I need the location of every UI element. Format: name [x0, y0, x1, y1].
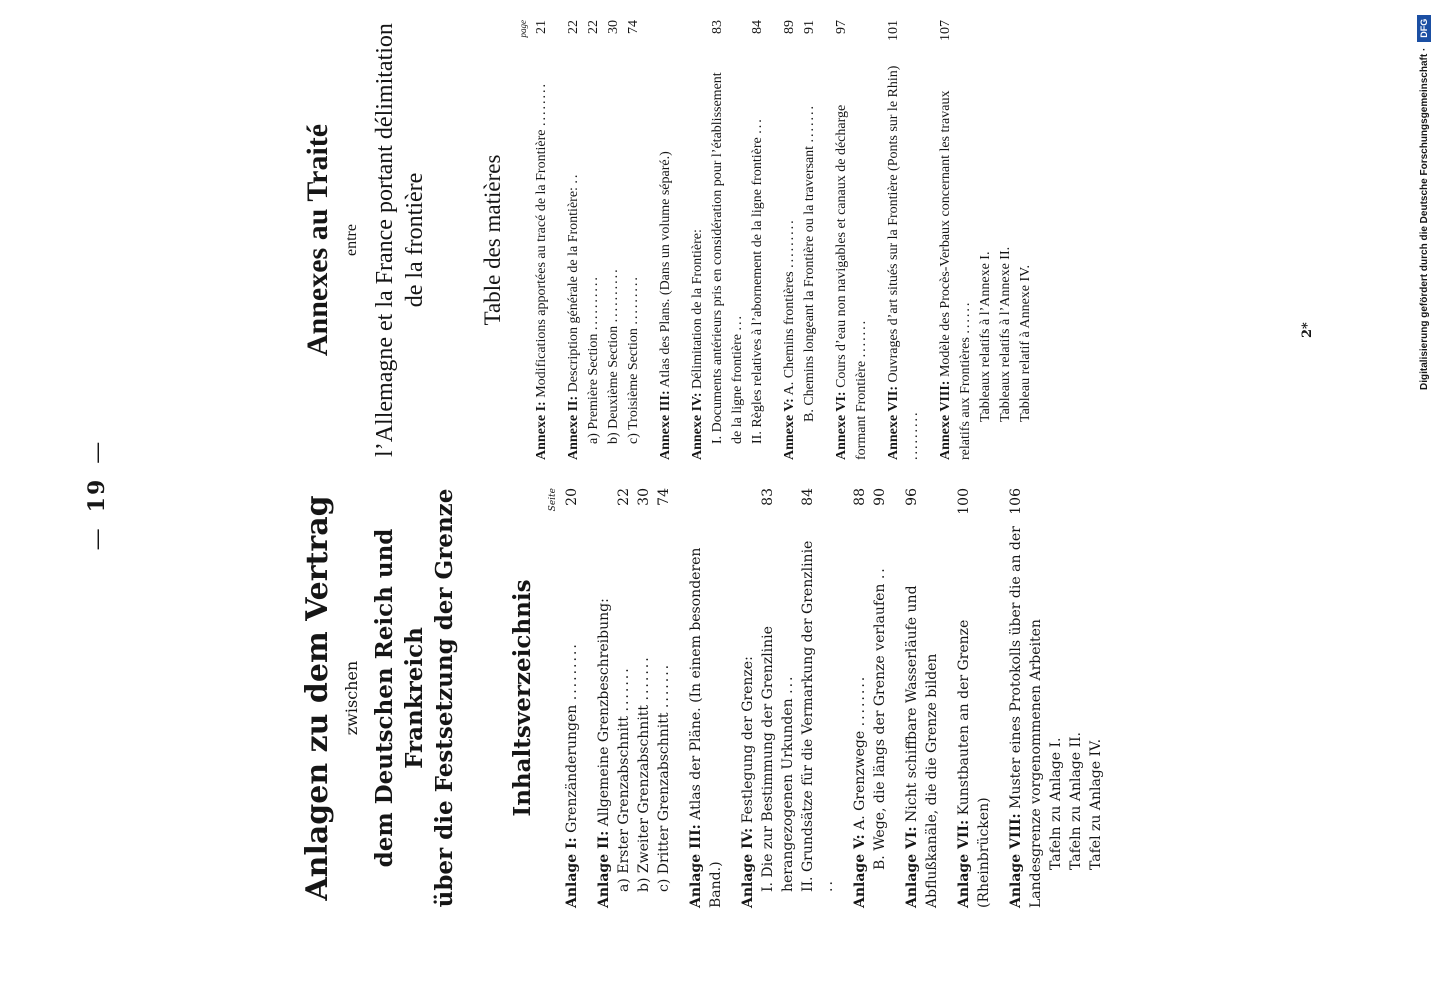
toc-entry: Annexe I: Modifications apportées au tracé de la Frontière ........ 21	[534, 20, 549, 460]
french-title: Annexes au Traité	[301, 123, 334, 357]
french-subtitle-2: de la frontière	[402, 172, 428, 308]
toc-entry: I. Die zur Bestimmung der Grenzlinie herangezogenen Urkunden ... 83	[760, 488, 796, 892]
toc-entry: b) Deuxième Section .......... 30	[606, 20, 621, 444]
toc-entry: Anlage VI: Nicht schiffbare Wasserläufe und Abflußkanäle, die die Grenze bilden 96	[904, 488, 940, 908]
toc-entry: b) Zweiter Grenzabschnitt ....... 30	[636, 488, 652, 892]
toc-entry: Tableaux relatifs à l’Annexe II.	[998, 246, 1013, 422]
toc-entry: Anlage VIII: Muster eines Protokolls über die an der Landesgrenze vorgenommenen Arbeiten 106	[1008, 488, 1044, 908]
signature-mark: 2*	[1300, 322, 1315, 338]
toc-entry: Anlage II: Allgemeine Grenzbeschreibung:	[596, 598, 612, 908]
page-number: —19—	[84, 439, 110, 551]
toc-entry: Annexe II: Description générale de la Frontière: .. 22	[566, 20, 581, 460]
french-toc-heading: Table des matières	[480, 154, 505, 326]
toc-entry: Annexe V: A. Chemins frontières ......... 89	[782, 20, 797, 460]
toc-entry: Anlage VII: Kunstbauten an der Grenze (Rheinbrücken) 100	[956, 488, 992, 908]
toc-entry: a) Erster Grenzabschnitt ....... 22	[616, 488, 632, 892]
toc-entry: c) Dritter Grenzabschnitt ....... 74	[656, 488, 672, 892]
german-between: zwischen	[342, 660, 361, 736]
footer-text: Digitalisierung gefördert durch die Deutsche Forschungsgemeinschaft ·	[1418, 47, 1430, 390]
french-page-label: page	[518, 20, 528, 38]
toc-entry: Tafeln zu Anlage II.	[1068, 731, 1084, 870]
toc-entry: Annexe III: Atlas des Plans. (Dans un volume séparé.)	[658, 151, 673, 460]
german-page-label: Seite	[548, 488, 558, 512]
dfg-logo: DFG	[1417, 15, 1431, 42]
toc-entry: Annexe IV: Délimitation de la Frontière:	[690, 229, 705, 460]
toc-entry: I. Documents antérieurs pris en considération pour l’établissement de la ligne frontière ... 83	[710, 20, 745, 444]
toc-entry: Tafeln zu Anlage I.	[1048, 737, 1064, 870]
german-subtitle-1: dem Deutschen Reich und Frankreich	[371, 528, 428, 868]
toc-entry: Tafel zu Anlage IV.	[1088, 738, 1104, 870]
german-toc-heading: Inhaltsverzeichnis	[509, 579, 536, 817]
german-title: Anlagen zu dem Vertrag	[300, 495, 335, 901]
toc-entry: Annexe VI: Cours d’eau non navigables et canaux de décharge formant Frontière ....... 97	[834, 20, 869, 460]
toc-entry: a) Première Section .......... 22	[586, 20, 601, 444]
toc-entry: II. Règles relatives à l’abornement de la ligne frontière ... 84	[750, 20, 765, 444]
french-column	[300, 20, 1036, 460]
toc-entry: Anlage III: Atlas der Pläne. (In einem besonderen Band.)	[688, 547, 724, 908]
toc-entry: Annexe VII: Ouvrages d’art situés sur la Frontière (Ponts sur le Rhin) ......... 101	[886, 20, 921, 460]
toc-entry: Anlage I: Grenzänderungen ......... 20	[564, 488, 580, 908]
toc-entry: B. Chemins longeant la Frontière ou la traversant ....... 91	[802, 20, 817, 422]
german-subtitle-2: über die Festsetzung der Grenze	[431, 488, 458, 908]
toc-entry: Anlage IV: Festlegung der Grenze:	[740, 656, 756, 908]
toc-entry: Annexe VIII: Modèle des Procès-Verbaux concernant les travaux relatifs aux Frontières ...... 107	[938, 20, 973, 460]
german-column	[300, 488, 1106, 908]
toc-entry: B. Wege, die längs der Grenze verlaufen .. 90	[872, 488, 888, 870]
french-subtitle-1: l’Allemagne et la France portant délimitation	[372, 23, 398, 457]
toc-entry: Anlage V: A. Grenzwege ........ 88	[852, 488, 868, 908]
french-between: entre	[343, 224, 360, 256]
toc-entry: II. Grundsätze für die Vermarkung der Grenzlinie .. 84	[800, 488, 836, 892]
toc-entry: c) Troisième Section ......... 74	[626, 20, 641, 444]
toc-entry: Tableaux relatifs à l’Annexe I.	[978, 251, 993, 422]
toc-entry: Tableau relatif à Annexe IV.	[1018, 265, 1033, 422]
digitization-footer	[1414, 0, 1434, 1000]
